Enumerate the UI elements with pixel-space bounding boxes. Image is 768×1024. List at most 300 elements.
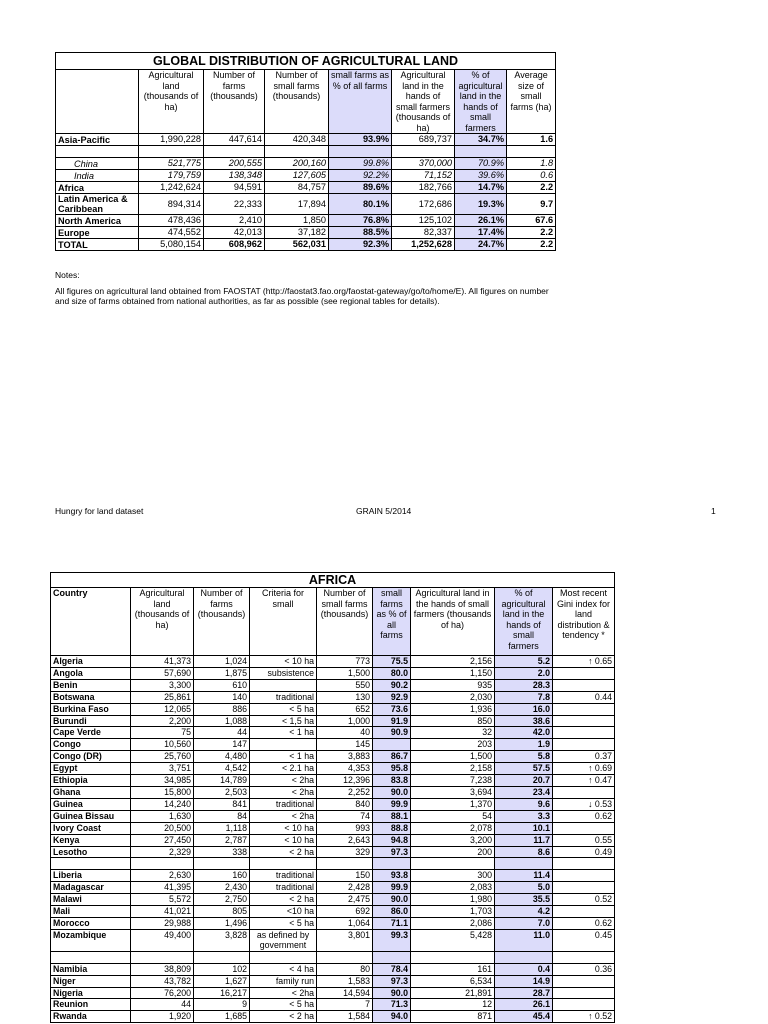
country-label: Namibia	[51, 963, 131, 975]
table-cell: < 10 ha	[250, 834, 317, 846]
table-cell: 99.3	[373, 929, 411, 951]
spacer-cell	[507, 146, 556, 158]
table-cell: 850	[411, 715, 495, 727]
table-cell: 14,240	[131, 798, 194, 810]
table-cell: 1,980	[411, 894, 495, 906]
table-cell: 521,775	[139, 158, 204, 170]
table-cell: 17.4%	[455, 227, 507, 239]
table-cell: 127,605	[265, 170, 329, 182]
table-cell: 4,480	[194, 751, 250, 763]
table-cell: < 5 ha	[250, 999, 317, 1011]
table-cell: 5.2	[495, 656, 553, 668]
table-cell: 10.1	[495, 822, 553, 834]
table-cell: < 2ha	[250, 810, 317, 822]
table-cell: 145	[317, 739, 373, 751]
table-row	[51, 798, 615, 810]
table-cell: 1,500	[411, 751, 495, 763]
table-row	[51, 917, 615, 929]
header-num-farms: Number of farms (thousands)	[194, 588, 250, 656]
country-label: Cape Verde	[51, 727, 131, 739]
spacer-cell	[553, 858, 615, 870]
spacer-cell	[250, 858, 317, 870]
table-cell: 28.7	[495, 987, 553, 999]
table-row	[51, 727, 615, 739]
region-label: Africa	[56, 182, 139, 194]
table-cell: < 1,5 ha	[250, 715, 317, 727]
table-cell: 1,496	[194, 917, 250, 929]
table-cell: 45.4	[495, 1011, 553, 1023]
table-cell: 1.8	[507, 158, 556, 170]
table-cell: 610	[194, 679, 250, 691]
spacer-row	[56, 146, 556, 158]
table-cell: 54	[411, 810, 495, 822]
table-cell: 97.3	[373, 846, 411, 858]
table-cell: 27,450	[131, 834, 194, 846]
spacer-cell	[51, 858, 131, 870]
table-row	[51, 775, 615, 787]
table-cell: 160	[194, 870, 250, 882]
table-cell: 86.0	[373, 906, 411, 918]
table-cell: 102	[194, 963, 250, 975]
table-cell: 86.7	[373, 751, 411, 763]
table-row	[51, 822, 615, 834]
table-cell: < 2ha	[250, 987, 317, 999]
table-cell: 83.8	[373, 775, 411, 787]
table-cell: 1,370	[411, 798, 495, 810]
table-cell: 2,083	[411, 882, 495, 894]
country-label: Burkina Faso	[51, 703, 131, 715]
table-cell: 370,000	[392, 158, 455, 170]
country-label: Rwanda	[51, 1011, 131, 1023]
country-label: Lesotho	[51, 846, 131, 858]
country-label: Kenya	[51, 834, 131, 846]
table-cell	[250, 679, 317, 691]
table-cell	[553, 882, 615, 894]
table-cell: 42.0	[495, 727, 553, 739]
table-cell: 12	[411, 999, 495, 1011]
table-cell: 38.6	[495, 715, 553, 727]
header-land-small: Agricultural land in the hands of small farmers (thousands of ha)	[392, 70, 455, 134]
table-cell: 99.9	[373, 798, 411, 810]
country-label: Liberia	[51, 870, 131, 882]
table-cell: 447,614	[204, 134, 265, 146]
table-row	[51, 810, 615, 822]
table-cell: 140	[194, 691, 250, 703]
notes-text: All figures on agricultural land obtained from FAOSTAT (http://faostat3.fao.org/faostat-gateway/go/to/home/E). All figures on number and size of farms obtained from national authorities, as far as possible (see regional tables for details).	[55, 285, 549, 306]
country-label: Guinea Bissau	[51, 810, 131, 822]
table-cell: 71,152	[392, 170, 455, 182]
table-cell: 1,088	[194, 715, 250, 727]
table-cell: ↑ 0.47	[553, 775, 615, 787]
table-cell: 2,158	[411, 763, 495, 775]
table-cell: < 10 ha	[250, 656, 317, 668]
table-cell: 0.44	[553, 691, 615, 703]
table-cell: 1.6	[507, 134, 556, 146]
table-cell: 200,555	[204, 158, 265, 170]
country-label: Guinea	[51, 798, 131, 810]
table-cell	[250, 739, 317, 751]
spacer-cell	[204, 146, 265, 158]
table-cell: 2,200	[131, 715, 194, 727]
table-cell: 21,891	[411, 987, 495, 999]
table-cell: 84,757	[265, 182, 329, 194]
table-cell: 1,630	[131, 810, 194, 822]
spacer-cell	[495, 858, 553, 870]
table-row	[51, 929, 615, 951]
spacer-cell	[495, 951, 553, 963]
country-label: Angola	[51, 667, 131, 679]
table-cell: 1,850	[265, 215, 329, 227]
table-cell: 841	[194, 798, 250, 810]
table-cell: 4,353	[317, 763, 373, 775]
table-cell: 150	[317, 870, 373, 882]
region-label: Asia-Pacific	[56, 134, 139, 146]
table-cell: 44	[131, 999, 194, 1011]
spacer-cell	[411, 951, 495, 963]
country-label: Mozambique	[51, 929, 131, 951]
table-cell: 0.37	[553, 751, 615, 763]
table-cell: 57.5	[495, 763, 553, 775]
table-cell: 11.7	[495, 834, 553, 846]
table-cell: 2,329	[131, 846, 194, 858]
table-cell: 1,024	[194, 656, 250, 668]
table-row	[51, 715, 615, 727]
table-row	[51, 963, 615, 975]
table-cell: 147	[194, 739, 250, 751]
table-cell: 935	[411, 679, 495, 691]
table-cell: 0.6	[507, 170, 556, 182]
table-cell: 34,985	[131, 775, 194, 787]
table-cell: 71.1	[373, 917, 411, 929]
header-land-pct: % of agricultural land in the hands of small farmers	[455, 70, 507, 134]
table-cell: 49,400	[131, 929, 194, 951]
table-cell	[553, 822, 615, 834]
table-cell: traditional	[250, 798, 317, 810]
table-cell	[553, 870, 615, 882]
table-row	[51, 691, 615, 703]
table-cell: 38,809	[131, 963, 194, 975]
table-cell: 203	[411, 739, 495, 751]
table-cell: 14.9	[495, 975, 553, 987]
table-cell	[553, 786, 615, 798]
table-cell: 41,395	[131, 882, 194, 894]
table-cell: < 5 ha	[250, 703, 317, 715]
table-cell: 99.8%	[329, 158, 392, 170]
table-cell: 16.0	[495, 703, 553, 715]
table-cell: 0.55	[553, 834, 615, 846]
table-cell: < 4 ha	[250, 963, 317, 975]
table-cell: 93.8	[373, 870, 411, 882]
table-cell: 0.4	[495, 963, 553, 975]
table-cell: 2,078	[411, 822, 495, 834]
table-cell: 2,630	[131, 870, 194, 882]
table-cell: 1,584	[317, 1011, 373, 1023]
table-cell: as defined by government	[250, 929, 317, 951]
table-row	[51, 870, 615, 882]
table-cell: 1,150	[411, 667, 495, 679]
country-label: Burundi	[51, 715, 131, 727]
table-cell: 773	[317, 656, 373, 668]
header-land-pct: % of agricultural land in the hands of small farmers	[495, 588, 553, 656]
header-agri-land: Agricultural land (thousands of ha)	[139, 70, 204, 134]
table-cell: < 2 ha	[250, 894, 317, 906]
table-cell: < 5 ha	[250, 917, 317, 929]
table-cell: 8.6	[495, 846, 553, 858]
africa-table-title: AFRICA	[51, 573, 615, 588]
table-cell: 76,200	[131, 987, 194, 999]
table-cell: 0.36	[553, 963, 615, 975]
table-cell: 550	[317, 679, 373, 691]
table-cell: 474,552	[139, 227, 204, 239]
table-cell: 26.1%	[455, 215, 507, 227]
table-cell: 7,238	[411, 775, 495, 787]
table-cell: 34.7%	[455, 134, 507, 146]
table-cell: 95.8	[373, 763, 411, 775]
country-label: Ethiopia	[51, 775, 131, 787]
footer-dataset-name: Hungry for land dataset	[55, 506, 144, 516]
table-cell: 29,988	[131, 917, 194, 929]
table-cell: 17,894	[265, 194, 329, 215]
table-cell: 2.2	[507, 239, 556, 251]
table-cell	[553, 987, 615, 999]
spacer-cell	[373, 951, 411, 963]
country-label: Ghana	[51, 786, 131, 798]
header-country: Country	[51, 588, 131, 656]
table-cell: 84	[194, 810, 250, 822]
table-cell: 692	[317, 906, 373, 918]
table-row	[51, 846, 615, 858]
table-cell	[553, 999, 615, 1011]
table-row	[51, 894, 615, 906]
table-cell: < 10 ha	[250, 822, 317, 834]
table-cell: 11.0	[495, 929, 553, 951]
table-row	[51, 882, 615, 894]
table-cell: 2,475	[317, 894, 373, 906]
region-label: North America	[56, 215, 139, 227]
table-cell: 73.6	[373, 703, 411, 715]
region-label: India	[56, 170, 139, 182]
country-label: Egypt	[51, 763, 131, 775]
table-cell: 7.8	[495, 691, 553, 703]
header-blank	[56, 70, 139, 134]
table-cell: 608,962	[204, 239, 265, 251]
spacer-cell	[329, 146, 392, 158]
country-label: Algeria	[51, 656, 131, 668]
table-cell: 2,428	[317, 882, 373, 894]
table-cell: 2,030	[411, 691, 495, 703]
table-cell: 6,534	[411, 975, 495, 987]
table-row	[51, 703, 615, 715]
table-cell: < 2ha	[250, 786, 317, 798]
table-cell: 88.8	[373, 822, 411, 834]
table-cell: 2,430	[194, 882, 250, 894]
table-cell	[553, 667, 615, 679]
table-cell: 182,766	[392, 182, 455, 194]
table-cell: 420,348	[265, 134, 329, 146]
table-cell: 993	[317, 822, 373, 834]
table-cell: < 2 ha	[250, 846, 317, 858]
table-cell: 67.6	[507, 215, 556, 227]
table-cell: 5.8	[495, 751, 553, 763]
table-cell: 3,300	[131, 679, 194, 691]
table-cell: 1,000	[317, 715, 373, 727]
region-label: Europe	[56, 227, 139, 239]
table-cell: 12,396	[317, 775, 373, 787]
country-label: Mali	[51, 906, 131, 918]
country-label: Botswana	[51, 691, 131, 703]
table-cell: 886	[194, 703, 250, 715]
table-cell: 3,694	[411, 786, 495, 798]
table-cell: 0.62	[553, 810, 615, 822]
notes	[55, 270, 555, 307]
table-cell: 2,787	[194, 834, 250, 846]
table-cell: 41,021	[131, 906, 194, 918]
global-table-title: GLOBAL DISTRIBUTION OF AGRICULTURAL LAND	[56, 53, 556, 70]
table-cell: 871	[411, 1011, 495, 1023]
table-row	[51, 999, 615, 1011]
table-cell: 1,936	[411, 703, 495, 715]
table-cell: 82,337	[392, 227, 455, 239]
spacer-cell	[131, 858, 194, 870]
header-avg-size: Average size of small farms (ha)	[507, 70, 556, 134]
table-cell	[553, 703, 615, 715]
table-cell: < 1 ha	[250, 751, 317, 763]
table-cell: 71.3	[373, 999, 411, 1011]
table-cell: 91.9	[373, 715, 411, 727]
table-cell: 97.3	[373, 975, 411, 987]
table-row	[51, 739, 615, 751]
table-cell: 200,160	[265, 158, 329, 170]
country-label: Malawi	[51, 894, 131, 906]
table-row	[56, 239, 556, 251]
table-cell: 1,627	[194, 975, 250, 987]
spacer-row	[51, 951, 615, 963]
table-cell: 562,031	[265, 239, 329, 251]
region-label: China	[56, 158, 139, 170]
table-cell: 9.7	[507, 194, 556, 215]
table-cell: 20,500	[131, 822, 194, 834]
country-label: Congo	[51, 739, 131, 751]
table-cell: 1,685	[194, 1011, 250, 1023]
table-cell: 2,503	[194, 786, 250, 798]
table-cell: 12,065	[131, 703, 194, 715]
table-cell: 7.0	[495, 917, 553, 929]
table-cell: 0.52	[553, 894, 615, 906]
table-cell: 2,086	[411, 917, 495, 929]
notes-heading: Notes:	[55, 270, 80, 280]
table-cell: 80	[317, 963, 373, 975]
table-cell: 92.2%	[329, 170, 392, 182]
table-cell: 75.5	[373, 656, 411, 668]
table-row	[56, 182, 556, 194]
spacer-cell	[51, 951, 131, 963]
table-cell: < 2ha	[250, 775, 317, 787]
table-cell: 57,690	[131, 667, 194, 679]
table-cell: 652	[317, 703, 373, 715]
table-cell: 74	[317, 810, 373, 822]
table-row	[51, 1011, 615, 1023]
table-cell: ↑ 0.65	[553, 656, 615, 668]
table-cell	[553, 739, 615, 751]
table-cell	[553, 679, 615, 691]
table-cell: 44	[194, 727, 250, 739]
table-cell: 40	[317, 727, 373, 739]
africa-table	[50, 572, 615, 1023]
table-cell: 5,572	[131, 894, 194, 906]
table-cell: 1,583	[317, 975, 373, 987]
spacer-cell	[553, 951, 615, 963]
table-cell: 805	[194, 906, 250, 918]
table-cell: 172,686	[392, 194, 455, 215]
table-row	[56, 158, 556, 170]
table-cell: 88.5%	[329, 227, 392, 239]
table-cell: 92.3%	[329, 239, 392, 251]
table-cell: 35.5	[495, 894, 553, 906]
table-cell: 76.8%	[329, 215, 392, 227]
table-cell: 5,080,154	[139, 239, 204, 251]
table-cell: 1,500	[317, 667, 373, 679]
table-cell: 1,242,624	[139, 182, 204, 194]
table-row	[56, 134, 556, 146]
table-cell: 2,643	[317, 834, 373, 846]
table-cell: 7	[317, 999, 373, 1011]
table-cell: 80.1%	[329, 194, 392, 215]
table-cell: 9.6	[495, 798, 553, 810]
table-cell: 1.9	[495, 739, 553, 751]
table-cell: traditional	[250, 882, 317, 894]
table-cell: 93.9%	[329, 134, 392, 146]
table-cell: 1,118	[194, 822, 250, 834]
spacer-cell	[194, 858, 250, 870]
table-cell: 3,828	[194, 929, 250, 951]
table-cell: 1,703	[411, 906, 495, 918]
spacer-cell	[56, 146, 139, 158]
table-row	[56, 170, 556, 182]
table-cell: 689,737	[392, 134, 455, 146]
country-label: Niger	[51, 975, 131, 987]
table-cell: 94.0	[373, 1011, 411, 1023]
table-cell: 3,883	[317, 751, 373, 763]
country-label: Madagascar	[51, 882, 131, 894]
spacer-cell	[373, 858, 411, 870]
region-label: TOTAL	[56, 239, 139, 251]
table-row	[51, 786, 615, 798]
header-agri-land: Agricultural land (thousands of ha)	[131, 588, 194, 656]
table-cell: 99.9	[373, 882, 411, 894]
table-cell: 1,920	[131, 1011, 194, 1023]
table-cell: 14.7%	[455, 182, 507, 194]
table-cell: 329	[317, 846, 373, 858]
table-row	[51, 763, 615, 775]
table-cell: 11.4	[495, 870, 553, 882]
table-cell: 14,594	[317, 987, 373, 999]
table-cell: < 2 ha	[250, 1011, 317, 1023]
spacer-cell	[265, 146, 329, 158]
spacer-cell	[455, 146, 507, 158]
table-cell: 1,064	[317, 917, 373, 929]
table-cell: 179,759	[139, 170, 204, 182]
table-cell: 3.3	[495, 810, 553, 822]
table-row	[51, 679, 615, 691]
table-cell: 42,013	[204, 227, 265, 239]
table-row	[51, 975, 615, 987]
table-row	[56, 215, 556, 227]
table-cell: 1,990,228	[139, 134, 204, 146]
table-cell: 75	[131, 727, 194, 739]
table-cell: <10 ha	[250, 906, 317, 918]
table-cell: 2.2	[507, 182, 556, 194]
table-cell: 37,182	[265, 227, 329, 239]
